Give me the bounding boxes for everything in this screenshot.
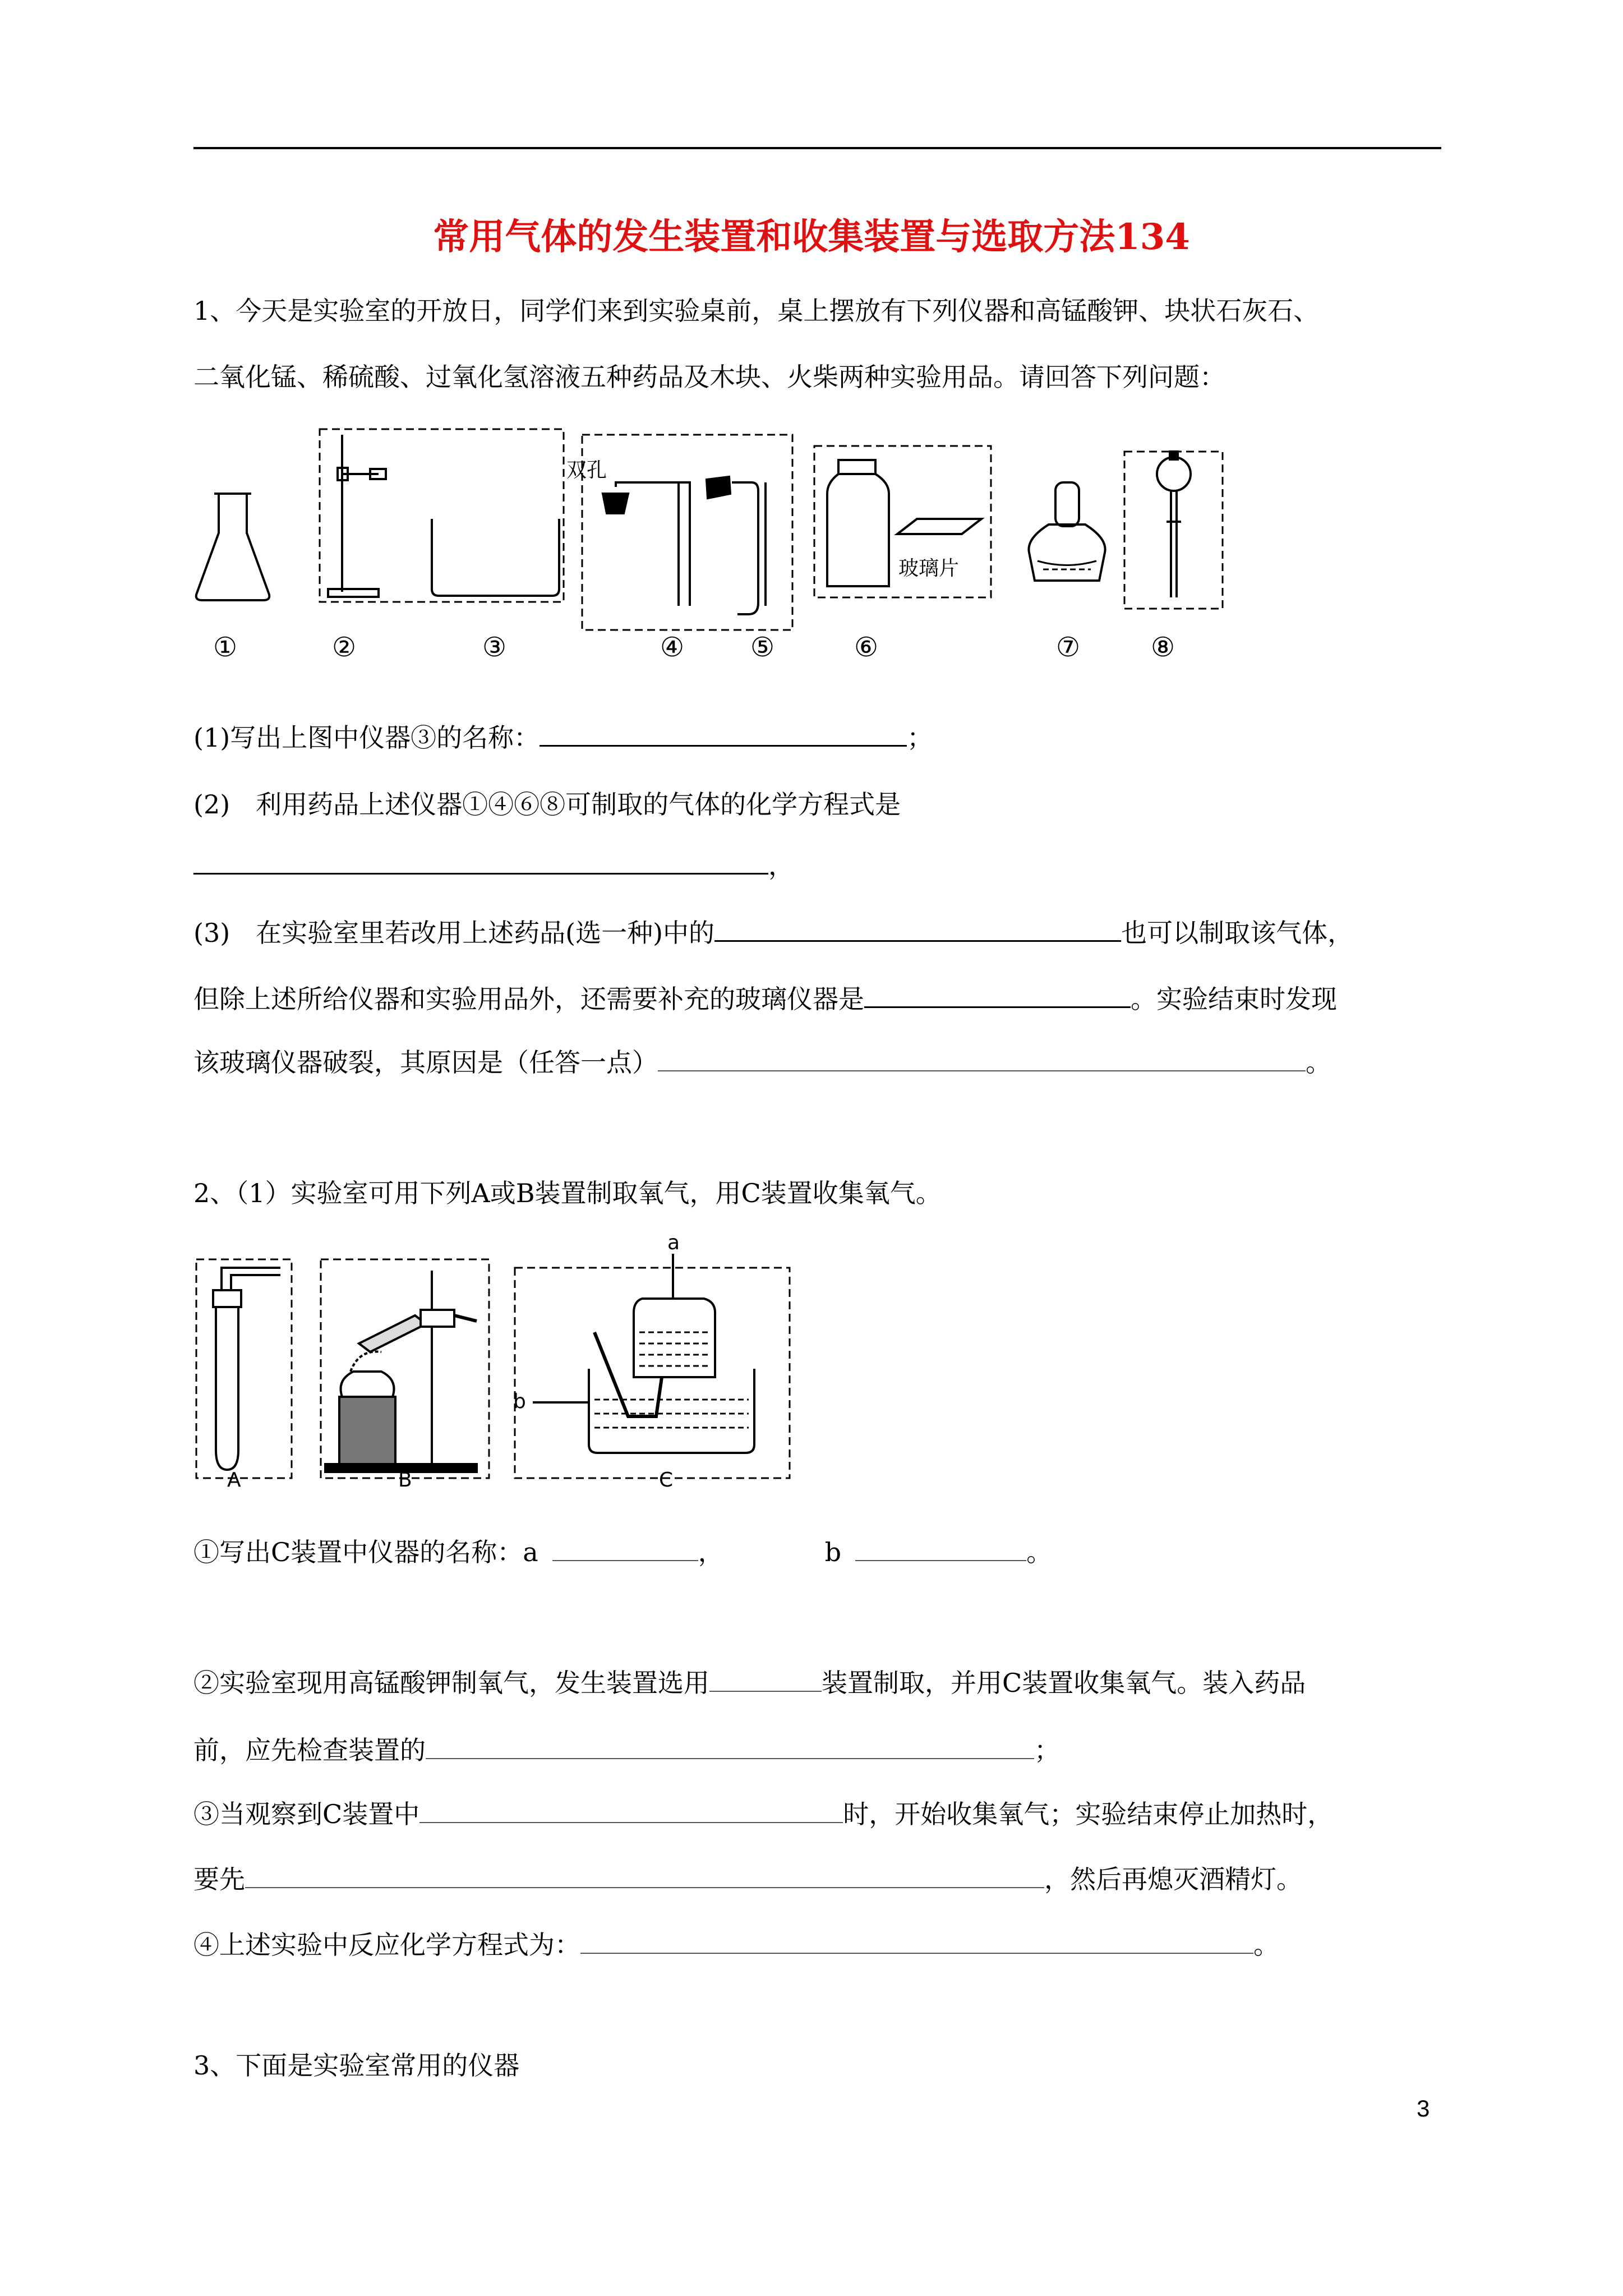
q1-part3-line3: 该玻璃仪器破裂，其原因是（任答一点） 。	[193, 1045, 1331, 1080]
q2-step3-line2: 要先 ，然后再熄灭酒精灯。	[193, 1861, 1302, 1897]
label-6: ⑥	[854, 632, 879, 663]
answer-blank-b[interactable]	[855, 1534, 1026, 1561]
answer-blank-5[interactable]	[658, 1045, 1306, 1071]
q1-line2: 二氧化锰、稀硫酸、过氧化氢溶液五种药品及木块、火柴两种实验用品。请回答下列问题：	[193, 362, 1225, 392]
glass-plate-icon	[897, 519, 981, 534]
answer-blank-2[interactable]	[193, 847, 768, 875]
label-B: B	[398, 1469, 412, 1492]
answer-blank-a[interactable]	[552, 1534, 698, 1561]
header-rule	[193, 147, 1441, 149]
iron-stand-icon	[328, 435, 386, 597]
label-1: ①	[213, 632, 238, 663]
label-5: ⑤	[750, 632, 775, 663]
water-collection-icon	[533, 1254, 754, 1453]
q1-line1: 1、今天是实验室的开放日，同学们来到实验桌前，桌上摆放有下列仪器和高锰酸钾、块状石灰石、	[193, 296, 1320, 326]
q1-part2-answer: ，	[193, 847, 794, 884]
label-b: b	[513, 1390, 526, 1413]
q1-part3-line1: (3) 在实验室里若改用上述药品(选一种)中的 也可以制取该气体，	[193, 914, 1353, 951]
q2-step2-line2: 前，应先检查装置的 ；	[193, 1732, 1060, 1768]
answer-blank-3[interactable]	[714, 914, 1121, 942]
label-C: C	[659, 1469, 674, 1492]
bent-tube-icon	[707, 477, 766, 614]
answer-blank-check[interactable]	[426, 1732, 1034, 1759]
test-tube-icon	[213, 1268, 280, 1470]
answer-blank-device[interactable]	[709, 1665, 822, 1692]
gas-jar-icon	[827, 460, 889, 586]
trough-icon	[432, 519, 559, 596]
page-number: 3	[1417, 2095, 1430, 2122]
boli-label: 玻璃片	[898, 557, 960, 580]
page-title: 常用气体的发生装置和收集装置与选取方法134	[433, 216, 1190, 258]
q1-part1: (1)写出上图中仪器③的名称： ；	[193, 719, 933, 756]
label-8: ⑧	[1151, 632, 1175, 663]
label-2: ②	[332, 632, 357, 663]
alcohol-lamp-icon	[1029, 482, 1105, 581]
q2-step4: ④上述实验中反应化学方程式为： 。	[193, 1927, 1279, 1963]
q2-step1: ①写出C装置中仪器的名称：a ， b 。	[193, 1534, 1052, 1570]
shuangkong-label: 双孔	[566, 459, 607, 482]
funnel-icon	[1157, 452, 1191, 597]
answer-blank-equation[interactable]	[580, 1927, 1253, 1954]
heating-setup-icon	[325, 1271, 477, 1472]
label-7: ⑦	[1056, 632, 1081, 663]
conical-flask-icon	[196, 494, 270, 600]
q1-apparatus-figure	[185, 421, 1251, 679]
answer-blank-first[interactable]	[245, 1861, 1044, 1888]
stopper-tube-icon	[603, 482, 690, 606]
q2-step2-line1: ②实验室现用高锰酸钾制氧气，发生装置选用 装置制取，并用C装置收集氧气。装入药品	[193, 1665, 1306, 1701]
q2-intro: 2、（1）实验室可用下列A或B装置制取氧气，用C装置收集氧气。	[193, 1178, 942, 1208]
q2-step3-line1: ③当观察到C装置中 时，开始收集氧气；实验结束停止加热时，	[193, 1796, 1333, 1832]
label-a: a	[667, 1231, 680, 1254]
label-A: A	[227, 1469, 241, 1492]
q1-part3-line2: 但除上述所给仪器和实验用品外，还需要补充的玻璃仪器是 。实验结束时发现	[193, 981, 1337, 1017]
q1-part2: (2) 利用药品上述仪器①④⑥⑧可制取的气体的化学方程式是	[193, 789, 901, 820]
label-4: ④	[660, 632, 685, 663]
answer-blank-1[interactable]	[540, 719, 907, 747]
q3-intro: 3、下面是实验室常用的仪器	[193, 2050, 520, 2081]
q2-apparatus-figure	[191, 1231, 796, 1495]
answer-blank-observe[interactable]	[419, 1796, 843, 1823]
label-3: ③	[482, 632, 507, 663]
answer-blank-4[interactable]	[864, 981, 1131, 1008]
